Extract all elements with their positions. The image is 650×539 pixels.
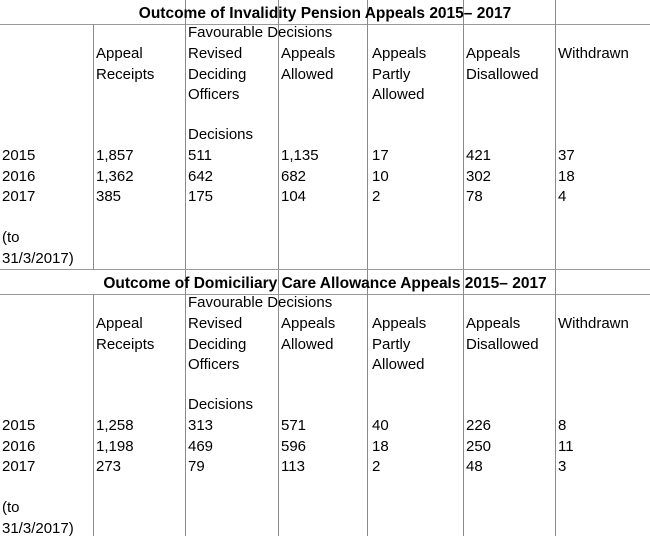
column-header-partly: Allowed [372,355,425,376]
year-note: (to [2,498,20,519]
year-note: 31/3/2017) [2,519,74,539]
row-year: 2017 [2,187,35,208]
cell-disallowed: 302 [466,167,491,188]
column-header-revised-suffix: Decisions [188,395,253,416]
column-header-receipts: Appeal [96,44,143,65]
cell-partly: 18 [372,437,389,458]
row-year: 2016 [2,167,35,188]
column-divider [367,270,368,536]
column-header-withdrawn: Withdrawn [558,44,629,65]
row-year: 2016 [2,437,35,458]
row-year: 2015 [2,146,35,167]
cell-partly: 2 [372,457,380,478]
cell-disallowed: 226 [466,416,491,437]
cell-allowed: 596 [281,437,306,458]
cell-revised: 79 [188,457,205,478]
column-header-revised-suffix: Decisions [188,125,253,146]
cell-revised: 511 [188,146,212,167]
column-header-withdrawn: Withdrawn [558,314,629,335]
column-header-receipts: Receipts [96,335,154,356]
cell-withdrawn: 3 [558,457,566,478]
cell-allowed: 571 [281,416,306,437]
cell-receipts: 1,362 [96,167,134,188]
cell-allowed: 104 [281,187,306,208]
cell-disallowed: 78 [466,187,483,208]
cell-partly: 17 [372,146,389,167]
cell-allowed: 113 [281,457,305,478]
column-header-disallowed: Appeals [466,314,520,335]
cell-receipts: 273 [96,457,121,478]
column-header-allowed: Appeals [281,44,335,65]
cell-partly: 10 [372,167,389,188]
column-header-revised: Revised [188,314,242,335]
cell-partly: 40 [372,416,389,437]
cell-withdrawn: 11 [558,437,574,458]
column-header-receipts: Appeal [96,314,143,335]
cell-allowed: 682 [281,167,306,188]
table-title: Outcome of Domiciliary Care Allowance Appeals 2015– 2017 [0,274,650,294]
column-divider [555,270,556,536]
cell-revised: 642 [188,167,213,188]
cell-withdrawn: 37 [558,146,575,167]
column-divider [463,0,464,270]
cell-withdrawn: 4 [558,187,566,208]
column-header-revised: Officers [188,85,239,106]
column-header-disallowed: Disallowed [466,65,539,86]
column-header-allowed: Appeals [281,314,335,335]
group-header: Favourable Decisions [188,23,332,44]
column-divider [93,294,94,536]
column-header-revised: Revised [188,44,242,65]
cell-disallowed: 48 [466,457,483,478]
cell-revised: 175 [188,187,213,208]
cell-revised: 313 [188,416,213,437]
column-header-revised: Deciding [188,65,246,86]
column-header-disallowed: Appeals [466,44,520,65]
column-divider [93,24,94,270]
column-header-disallowed: Disallowed [466,335,539,356]
column-header-partly: Allowed [372,85,425,106]
column-divider [555,0,556,270]
cell-receipts: 1,198 [96,437,134,458]
column-header-partly: Appeals [372,314,426,335]
cell-disallowed: 421 [466,146,491,167]
column-header-revised: Deciding [188,335,246,356]
cell-receipts: 385 [96,187,121,208]
column-header-partly: Partly [372,335,410,356]
column-divider [185,0,186,270]
column-header-receipts: Receipts [96,65,154,86]
column-divider [367,0,368,270]
cell-receipts: 1,857 [96,146,134,167]
column-header-revised: Officers [188,355,239,376]
group-header: Favourable Decisions [188,293,332,314]
row-year: 2017 [2,457,35,478]
column-header-allowed: Allowed [281,335,334,356]
cell-allowed: 1,135 [281,146,319,167]
cell-disallowed: 250 [466,437,491,458]
cell-revised: 469 [188,437,213,458]
year-note: (to [2,228,20,249]
cell-withdrawn: 18 [558,167,575,188]
column-divider [185,270,186,536]
cell-partly: 2 [372,187,380,208]
year-note: 31/3/2017) [2,249,74,270]
table-title: Outcome of Invalidity Pension Appeals 2015– 2017 [0,4,650,24]
cell-receipts: 1,258 [96,416,134,437]
row-divider [0,269,650,270]
cell-withdrawn: 8 [558,416,566,437]
row-year: 2015 [2,416,35,437]
column-header-partly: Partly [372,65,410,86]
column-header-partly: Appeals [372,44,426,65]
column-divider [463,270,464,536]
column-header-allowed: Allowed [281,65,334,86]
